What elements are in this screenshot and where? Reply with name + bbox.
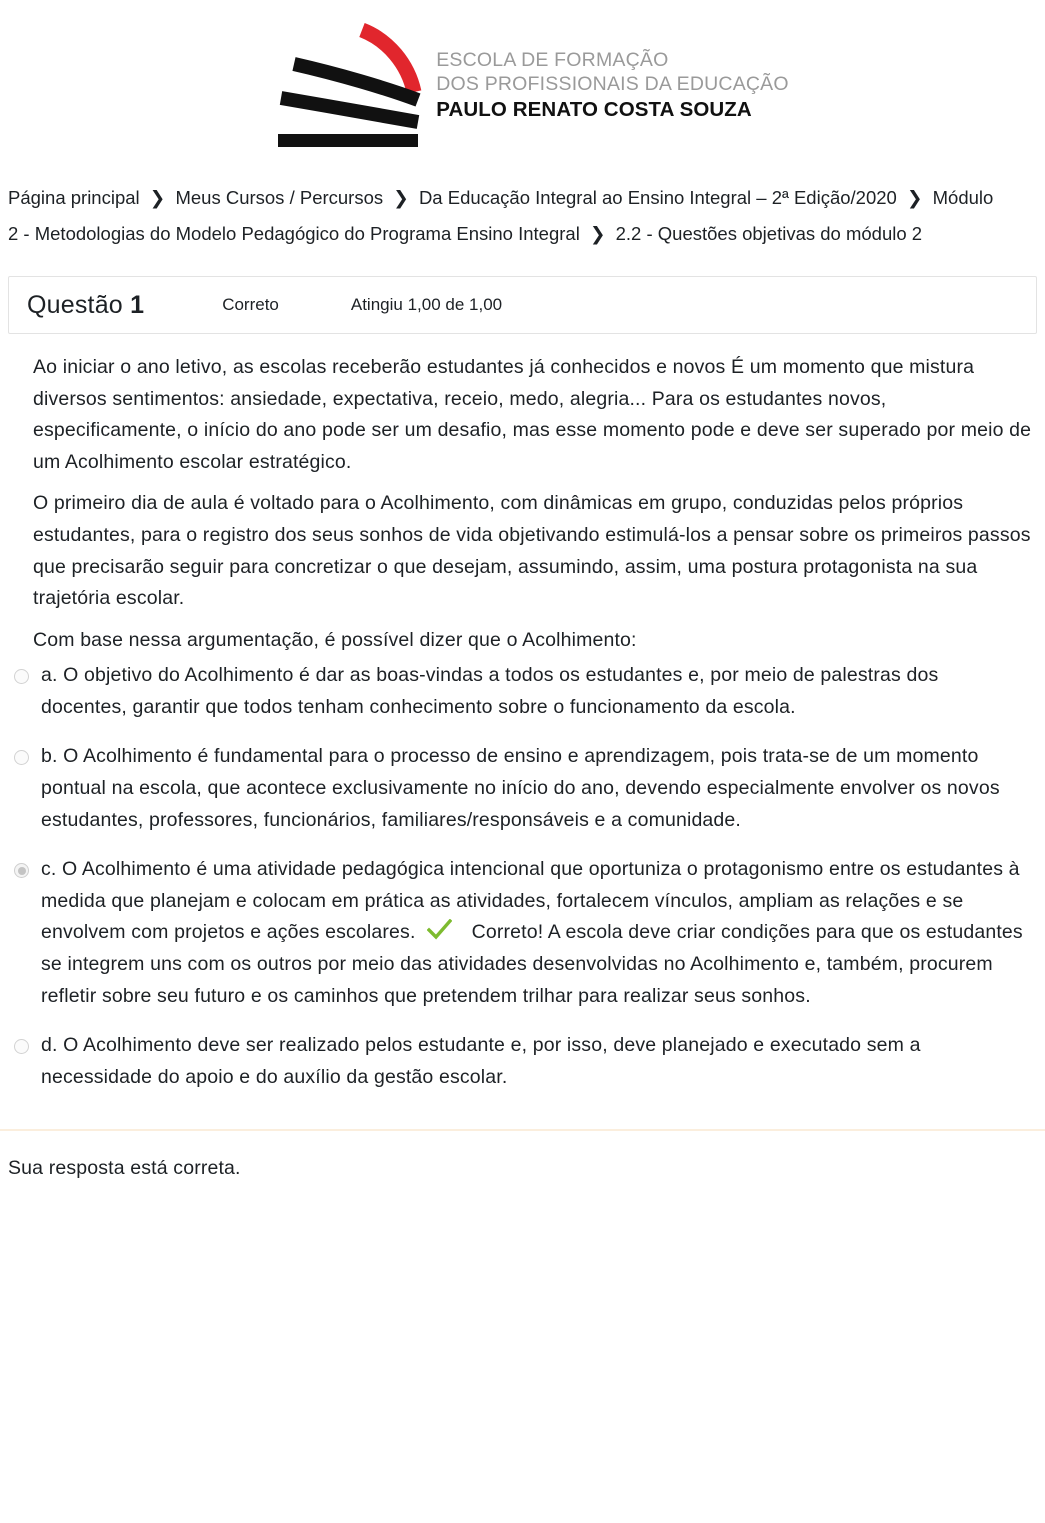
- logo-wordmark: [436, 48, 789, 129]
- radio-button-a[interactable]: [14, 669, 29, 684]
- answer-label-d: d. O Acolhimento deve ser realizado pelos estudante e, por isso, deve planejado e executado sem a necessidade do apoio e do auxílio da gestão escolar.: [41, 1034, 921, 1088]
- breadcrumb-separator-icon: ❯: [149, 187, 166, 208]
- breadcrumb-separator-icon: ❯: [589, 223, 606, 245]
- radio-button-c[interactable]: [14, 863, 29, 878]
- logo-line-1: ESCOLA DE FORMAÇÃO: [436, 48, 669, 71]
- question-number: 1: [130, 290, 145, 319]
- answer-result-message: Sua resposta está correta.: [8, 1157, 241, 1180]
- site-header: [0, 0, 1045, 174]
- breadcrumb-separator-icon: ❯: [906, 187, 923, 208]
- answer-label-a: a. O objetivo do Acolhimento é dar as boas-vindas a todos os estudantes e, por meio de palestras dos docentes, garantir que todos tenham conhecimento sobre o funcionamento da escola.: [41, 664, 939, 718]
- breadcrumb-item-courses[interactable]: Meus Cursos / Percursos: [175, 187, 384, 208]
- question-title: [27, 291, 144, 320]
- logo-line-3: PAULO RENATO COSTA SOUZA: [436, 97, 752, 121]
- answer-label-b: b. O Acolhimento é fundamental para o processo de ensino e aprendizagem, pois trata-se de um momento pontual na escola, que acontece exclusivamente no início do ano, devendo especialmente envolver os novos estudantes, professores, funcionários, familiares/responsáveis e a comunidade.: [41, 745, 1000, 831]
- question-paragraph-1: Ao iniciar o ano letivo, as escolas receberão estudantes já conhecidos e novos É um momento que mistura diversos sentimentos: ansiedade, expectativa, receio, medo, alegria... Para os estudantes novos, especificamente, o início do ano pode ser um desafio, mas esse momento pode e deve ser superado por meio de um Acolhimento escolar estratégico.: [33, 356, 1032, 473]
- question-prompt: Com base nessa argumentação, é possível dizer que o Acolhimento:: [33, 628, 637, 651]
- answer-label-c-text: c. O Acolhimento é uma atividade pedagógica intencional que oportuniza o protagonismo entre os estudantes à medida que planejam e colocam em prática as atividades, fortalecem vínculos, ampliam as relações e se envolvem com projetos e ações escolares.: [41, 858, 1020, 944]
- answer-option-c[interactable]: [8, 854, 1037, 1012]
- question-state: Correto: [222, 295, 279, 315]
- answer-option-d[interactable]: [8, 1030, 1037, 1093]
- logo-arcs-icon: [276, 22, 426, 154]
- breadcrumb-separator-icon: ❯: [393, 187, 409, 208]
- breadcrumb-item-course[interactable]: Da Educação Integral ao Ensino Integral – 2ª Edição/2020: [418, 187, 897, 208]
- radio-button-b[interactable]: [14, 750, 29, 765]
- question-grade: Atingiu 1,00 de 1,00: [350, 295, 503, 315]
- question-label: Questão: [27, 290, 123, 319]
- question-info-box: [8, 276, 1037, 334]
- answer-options-list: [0, 660, 1045, 1093]
- question-text: [0, 334, 1045, 656]
- logo-line-2: DOS PROFISSIONAIS DA EDUCAÇÃO: [436, 73, 789, 96]
- answer-label-c: [41, 854, 1037, 1012]
- radio-button-d[interactable]: [14, 1039, 29, 1054]
- breadcrumb-item-module[interactable]: Módulo 2 - Metodologias do Modelo Pedagógico do Programa Ensino Integral: [8, 187, 994, 245]
- answer-feedback-c: Correto! A escola deve criar condições para que os estudantes se integrem uns com os outros por meio das atividades desenvolvidas no Acolhimento e, também, procurem refletir sobre seu futuro e os caminhos que pretendem trilhar para realizar seus sonhos.: [41, 921, 1023, 1007]
- answer-option-b[interactable]: [8, 741, 1037, 836]
- breadcrumb-item-activity[interactable]: 2.2 - Questões objetivas do módulo 2: [615, 223, 923, 245]
- breadcrumb: [0, 174, 1016, 252]
- answer-option-a[interactable]: [8, 660, 1037, 723]
- check-mark-icon: [427, 919, 452, 940]
- breadcrumb-item-home[interactable]: Página principal: [8, 187, 140, 208]
- institution-logo: [276, 22, 789, 154]
- question-paragraph-2: O primeiro dia de aula é voltado para o Acolhimento, com dinâmicas em grupo, conduzidas pelos próprios estudantes, para o registro dos seus sonhos de vida objetivando estimulá-los a pensar sobre os primeiros passos que precisarão seguir para concretizar o que desejam, assumindo, assim, uma postura protagonista na sua trajetória escolar.: [33, 492, 1031, 610]
